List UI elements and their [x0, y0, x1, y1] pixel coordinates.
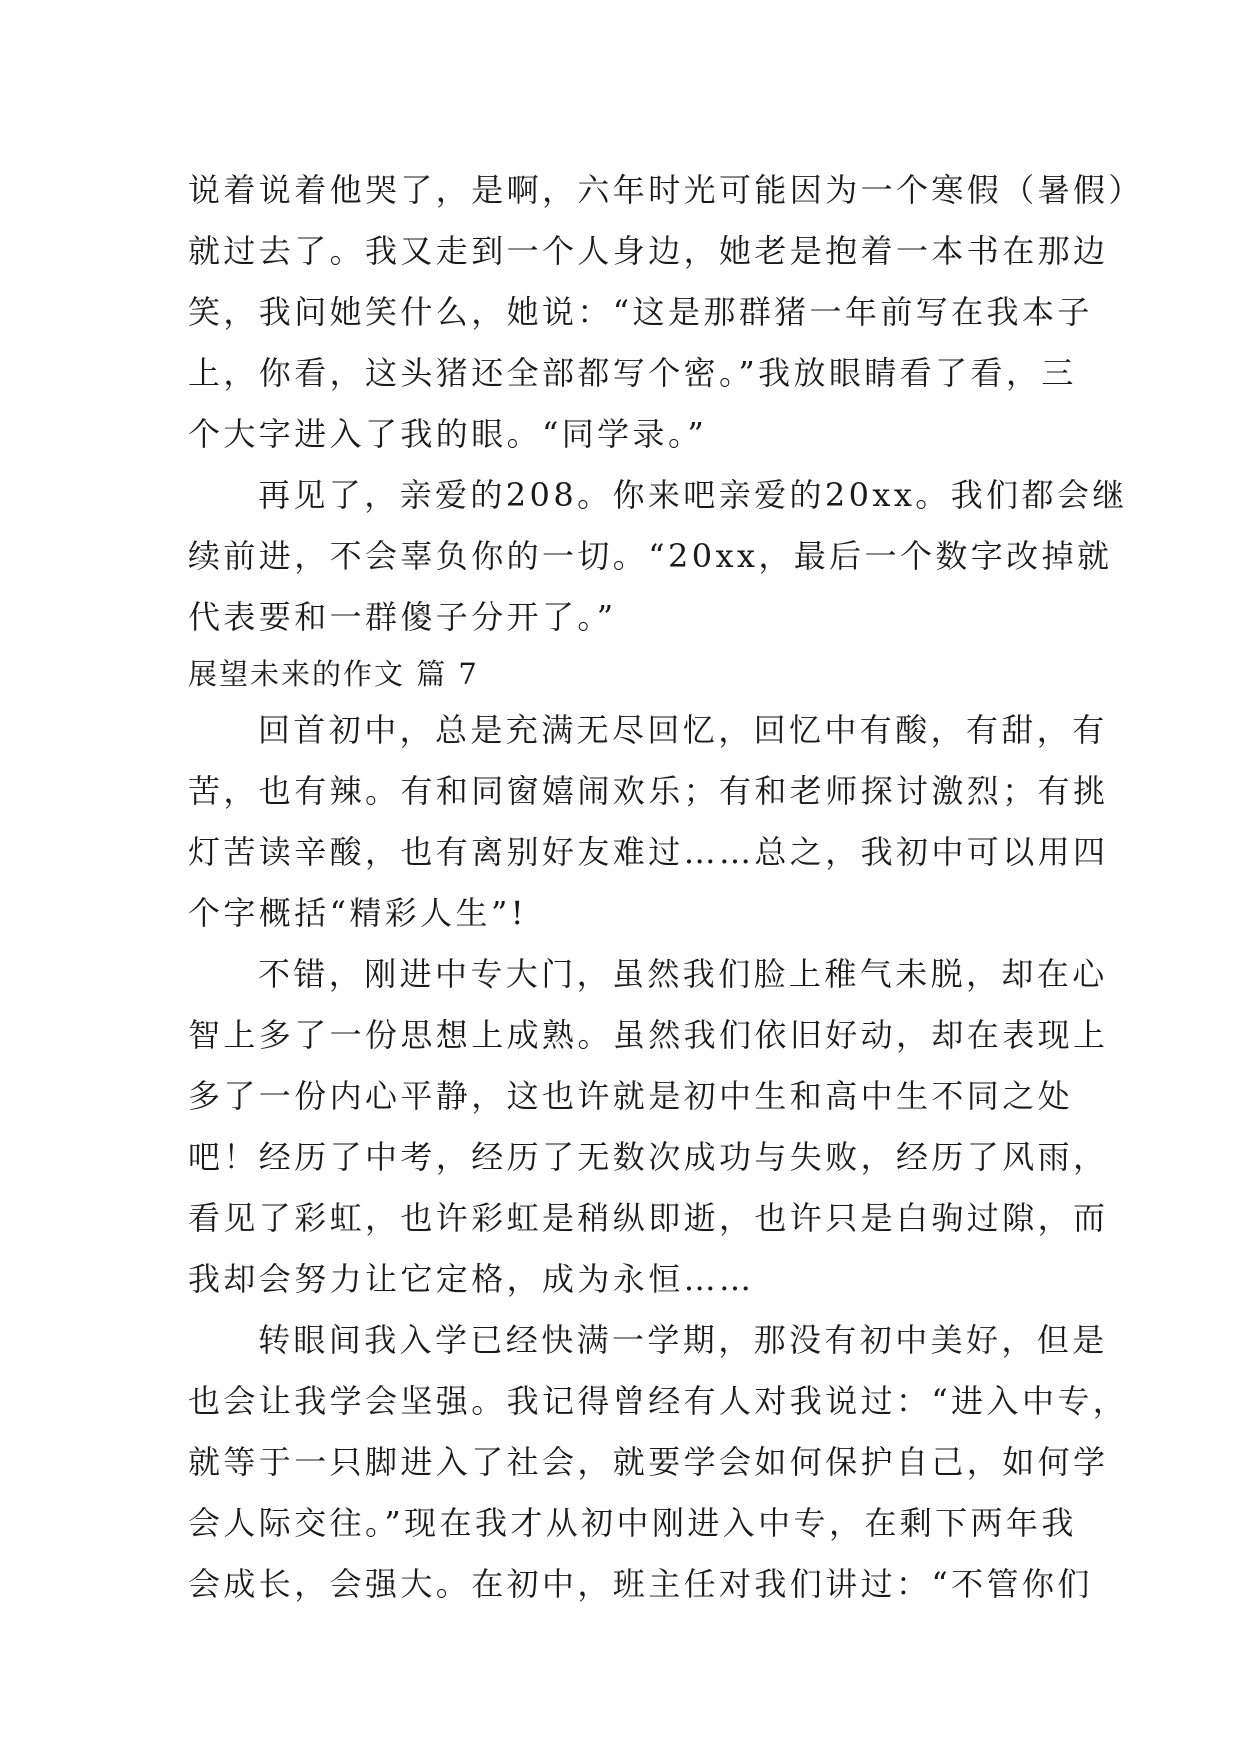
text-line: 也会让我学会坚强。我记得曾经有人对我说过：“进入中专， — [188, 1382, 1129, 1420]
text-line: 个字概括“精彩人生”! — [188, 894, 527, 932]
section-heading: 展望未来的作文 篇 7 — [188, 657, 479, 691]
text-line: 会成长，会强大。在初中，班主任对我们讲过：“不管你们 — [188, 1565, 1093, 1603]
section-paragraph-3 — [188, 1310, 1129, 1615]
text-line: 转眼间我入学已经快满一学期，那没有初中美好，但是 — [258, 1321, 1108, 1359]
paragraph-2 — [188, 465, 1128, 648]
text-line: 代表要和一群傻子分开了。” — [188, 598, 617, 636]
text-line: 再见了，亲爱的208。你来吧亲爱的20xx。我们都会继 — [258, 476, 1128, 514]
text-line: 多了一份内心平静，这也许就是初中生和高中生不同之处 — [188, 1077, 1074, 1115]
section-paragraph-1 — [188, 700, 1109, 944]
text-line: 个大字进入了我的眼。“同学录。” — [188, 415, 708, 453]
text-line: 灯苦读辛酸，也有离别好友难过……总之，我初中可以用四 — [188, 833, 1109, 871]
document-body — [188, 160, 1144, 1615]
text-line: 智上多了一份思想上成熟。虽然我们依旧好动，却在表现上 — [188, 1016, 1109, 1054]
text-line: 回首初中，总是充满无尽回忆，回忆中有酸，有甜，有 — [258, 711, 1108, 749]
text-line: 笑，我问她笑什么，她说：“这是那群猪一年前写在我本子 — [188, 293, 1093, 331]
text-line: 上，你看，这头猪还全部都写个密。”我放眼睛看了看，三 — [188, 354, 1077, 392]
text-line: 不错，刚进中专大门，虽然我们脸上稚气未脱，却在心 — [258, 955, 1108, 993]
text-line: 苦，也有辣。有和同窗嬉闹欢乐；有和老师探讨激烈；有挑 — [188, 772, 1109, 810]
section-paragraph-2 — [188, 944, 1109, 1310]
text-line: 吧！经历了中考，经历了无数次成功与失败，经历了风雨， — [188, 1138, 1109, 1176]
text-line: 续前进，不会辜负你的一切。“20xx，最后一个数字改掉就 — [188, 537, 1113, 575]
text-line: 就过去了。我又走到一个人身边，她老是抱着一本书在那边 — [188, 232, 1109, 270]
text-line: 说着说着他哭了，是啊，六年时光可能因为一个寒假（暑假） — [188, 171, 1144, 209]
paragraph-1 — [188, 160, 1144, 465]
text-line: 会人际交往。”现在我才从初中刚进入中专，在剩下两年我 — [188, 1504, 1077, 1542]
text-line: 就等于一只脚进入了社会，就要学会如何保护自己，如何学 — [188, 1443, 1109, 1481]
text-line: 我却会努力让它定格，成为永恒…… — [188, 1260, 755, 1298]
text-line: 看见了彩虹，也许彩虹是稍纵即逝，也许只是白驹过隙，而 — [188, 1199, 1109, 1237]
